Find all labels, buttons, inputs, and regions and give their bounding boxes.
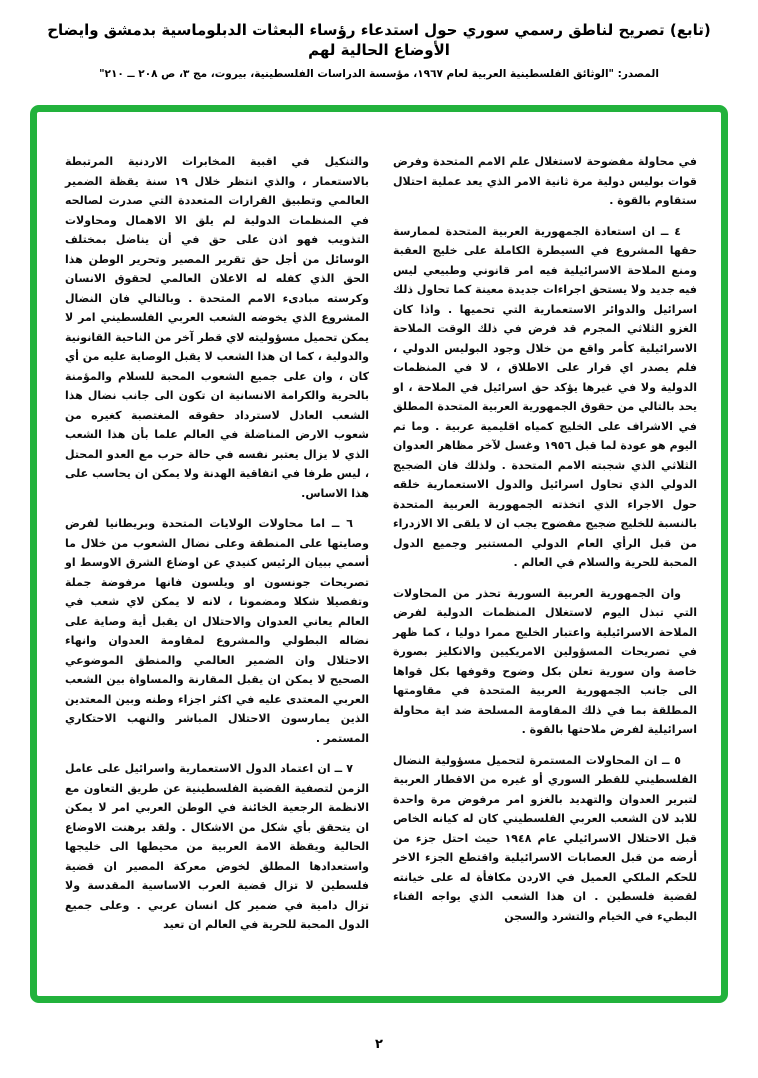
document-border-frame: [30, 105, 728, 1003]
paragraph-item-6: ٦ ــ اما محاولات الولايات المتحدة وبريطانيا لفرض وصايتها على المنطقة وعلى نضال الشعوب من خلال ما أسمي ببيان الرئيس كنيدي عن اوضاع الشرق الاوسط او تصريحات جونسون او ويلسون فانها مرفوضة جملة وتفصيلا شكلا ومضمونا ، لانه لا يمكن لاي شعب في العالم يعاني العدوان والاحتلال ان يقبل أية وصاية على نضاله البطولي والمشروع لمقاومة العدوان وانهاء الاحتلال وان الضمير العالمي والمنطق الموضوعي الصحيح لا يمكن ان يقبل المقارنة والمساواة بين الشعب العربي المعتدى عليه في اكثر اجزاء وطنه وبين المعتدين الذين يمارسون الاحتلال المباشر والنهب الاحتكاري المستمر .: [65, 517, 369, 745]
paragraph-warning: وان الجمهورية العربية السورية تحذر من المحاولات التي تبذل اليوم لاستغلال المنظمات الدولية لفرض الملاحة الاسرائيلية واعتبار الخليج ممرا دوليا ، كما ظهر في تصريحات المسؤولين الامريكيين والانكليز بصورة خاصة وان سورية تعلن بكل وضوح وقوفها بكل قواها الى جانب الجمهورية العربية المتحدة في مقاومتها المطلقة بما في ذلك المقاومة المسلحة ضد اية محاولة اسرائيلية لفرض ملاحتها بالقوة .: [393, 586, 697, 736]
page-title: (تابع) تصريح لناطق رسمي سوري حول استدعاء رؤساء البعثات الدبلوماسية بدمشق وايضاح الأوضاع الحالية لهم: [47, 21, 711, 60]
paragraph-continuation: والتنكيل في اقبية المخابرات الاردنية المرتبطة بالاستعمار ، والذي انتظر خلال ١٩ سنة يقظة الضمير العالمي وتطبيق القرارات المتعددة التي صدرت لصالحه في المنظمات الدولية لم يلق الا الاهمال ومحاولات التذويب فهو اذن على حق في أن يناضل بمختلف الوسائل من أجل حق تقرير المصير وتحرير الوطن هذا الحق الذي كفله له الاعلان العالمي لحقوق الانسان وكرسته مبادىء الامم المتحدة . وبالتالي فان النضال المشروع الذي يخوضه الشعب العربي الفلسطيني امر لا يمكن تحميل مسؤوليته لاي قطر آخر من الناحية القانونية والدولية ، كما ان هذا الشعب لا يقبل الوصاية عليه من أي كان ، وان على جميع الشعوب المحبة للسلام والمؤمنة بالحرية والكرامة الانسانية ان تكون الى جانب نضال هذا الشعب العادل لاسترداد حقوقه المغتصبة كغيره من شعوب الارض المناضلة في العالم علما بأن هذا الشعب الذي لا يزال يعتبر نفسه في حالة حرب مع العدو المحتل ، ليس طرفا في اتفاقية الهدنة ولا يمكن ان يحاسب على هذا الاساس.: [65, 155, 369, 500]
text-columns: [37, 112, 721, 962]
paragraph-continuation: في محاولة مفضوحة لاستغلال علم الامم المتحدة وفرض قوات بوليس دولية مرة ثانية الامر الذي يعد عملية احتلال ستقاوم بالقوة .: [393, 155, 697, 207]
paragraph-item-4: ٤ ــ ان استعادة الجمهورية العربية المتحدة لممارسة حقها المشروع في السيطرة الكاملة على خليج العقبة ومنع الملاحة الاسرائيلية فيه امر قانوني وطبيعي ليس فيه جديد ولا يستحق اجراءات جديدة معينة كما تحاول ذلك اسرائيل والدوائر الاستعمارية التي تحميها . واذا كان الغزو الثلاثي المجرم قد فرض في ذلك الوقت الملاحة الاسرائيلية كأمر واقع من خلال وجود البوليس الدولي ، فلم يصدر اي قرار على الاطلاق ، لا في المنظمات الدولية ولا في غيرها يؤكد حق اسرائيل في الملاحة ، او يحد بالتالي من حقوق الجمهورية العربية المتحدة المطلق في الاشراف على الخليج كمياه اقليمية عربية . وما تم اليوم هو عودة لما قبل ١٩٥٦ وغسل لآخر مظاهر العدوان الثلاثي الذي شجبته الامم المتحدة . ولذلك فان الضجيج الدولي الذي تحاول اسرائيل والدول الاستعمارية خلقه حول الاجراء الذي اتخذته الجمهورية العربية المتحدة بالنسبة للخليج ضجيج مفضوح يجب ان لا يلقى الا الازدراء من قبل الرأي العام الدولي المستنير وجميع الدول المحبة للحرية والسلام في العالم .: [393, 224, 697, 569]
document-header: [0, 0, 758, 80]
page-number: ٢: [375, 1037, 383, 1052]
paragraph-item-7: ٧ ــ ان اعتماد الدول الاستعمارية واسرائيل على عامل الزمن لتصفية القضية الفلسطينية عن طريق التعاون مع الانظمة الرجعية الخائنة في الوطن العربي امر لا يمكن ان يتحقق بأي شكل من الاشكال . ولقد برهنت الاوضاع الحالية ويقظة الامة العربية من محيطها الى خليجها واستعدادها المطلق لخوض معركة المصير ان قضية فلسطين لا تزال قضية العرب الاساسية المقدسة ولا تزال دامية في ضمير كل انسان عربي . وعلى جميع الدول المحبة للحرية في العالم ان تعيد: [65, 762, 369, 931]
paragraph-item-5: ٥ ــ ان المحاولات المستمرة لتحميل مسؤولية النضال الفلسطيني للقطر السوري أو غيره من الاقطار العربية لتبرير العدوان والتهديد بالغزو امر مرفوض مرة واحدة للابد لان الشعب العربي الفلسطيني كان له كيانه الخاص قبل الاحتلال الاسرائيلي عام ١٩٤٨ حيث احتل جزء من أرضه من قبل العصابات الاسرائيلية واقتطع الجزء الاخر للحكم الملكي العميل في الاردن مكافأة له على خيانته لقضية فلسطين . ان هذا الشعب الذي يواجه الفناء البطيء في الخيام والتشرد والسجن: [393, 753, 697, 923]
source-line: المصدر: "الوثائق الفلسطينية العربية لعام ١٩٦٧، مؤسسة الدراسات الفلسطينية، بيروت، مج ٣، ص ٢٠٨ ــ ٢١٠": [99, 67, 659, 80]
column-left: [65, 152, 369, 946]
column-right: [393, 152, 697, 946]
